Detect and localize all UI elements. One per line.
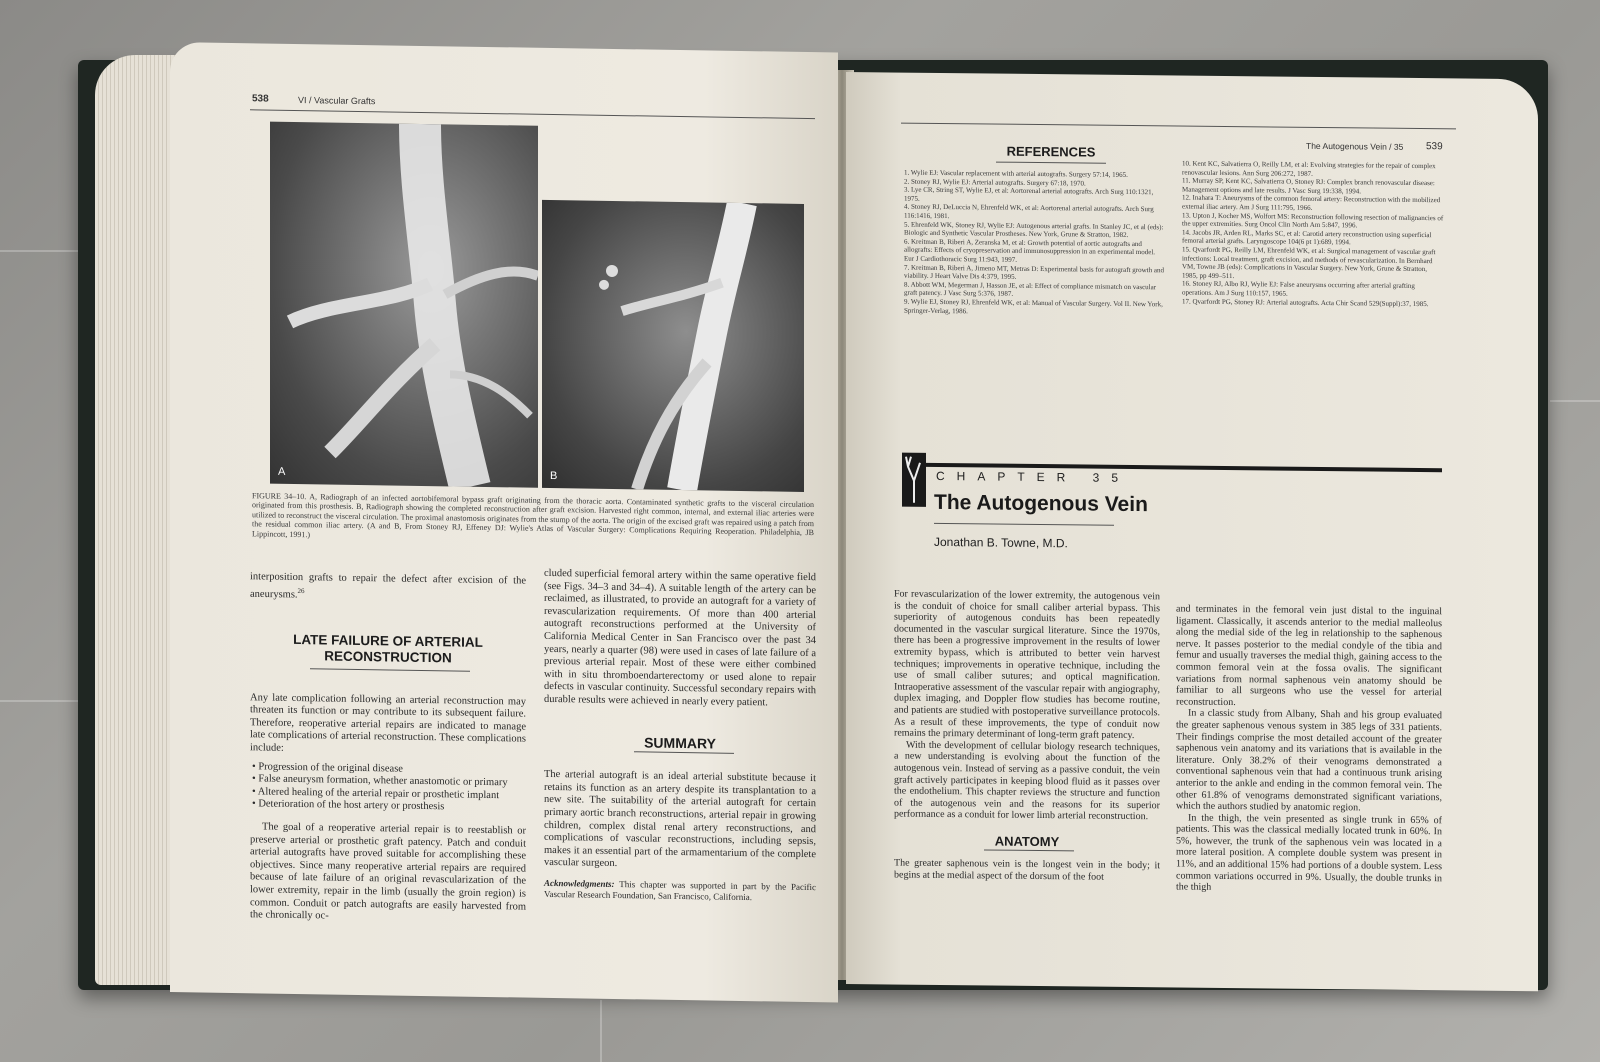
reference-item: 14. Jacobs JR, Arden RL, Marks SC, et al: Carotid artery reconstruction using superficial femoral arterial grafts. Laryngoscope 104(6 pt 1):689, 1994. — [1182, 228, 1432, 247]
chapter-label: CHAPTER 35 — [936, 468, 1131, 485]
references-title: REFERENCES — [1006, 143, 1096, 160]
list-item: • Altered healing of the arterial repair or prosthetic implant — [262, 786, 526, 803]
section-rule — [984, 850, 1074, 852]
reference-item: 3. Lye CR, String ST, Wylie EJ, et al: Aortorenal arterial autografts. Arch Surg 110:1321, 1975. — [904, 185, 1154, 203]
reference-item: 13. Upton J, Kocher MS, Wolfort MS: Reconstruction following resection of malignancies of the upper extremities. Surg Oncol Clin North Am 5:847, 1996. — [1182, 211, 1444, 230]
reference-item: 9. Wylie EJ, Stoney RJ, Ehrenfeld WK, et al: Manual of Vascular Surgery. Vol II. New York, Springer-Verlag, 1986. — [904, 297, 1163, 315]
reference-item: 6. Kreitman B, Riberi A, Zeranska M, et al: Growth potential of aortic autografts and allografts: Effects of cryopreservation and immunosuppression in an experimental model. Eur J Cardiothoracic Surg 11:943, 1997. — [904, 237, 1156, 264]
floor-tile-line — [0, 700, 80, 702]
figure-label-a: A — [278, 465, 286, 478]
reference-item: 5. Ehrenfeld WK, Stoney RJ, Wylie EJ: Autogenous arterial grafts. In Stanley JC, et al (eds): Biologic and Synthetic Vascular Prostheses. New York, Grune & Stratton, 1982. — [904, 220, 1164, 240]
autograft-paragraph: cluded superficial femoral artery within the same operative field (see Figs. 34–3 and 34–4). A suitable length of the artery can be reclaimed, as illustrated, to provide an autograft for a variety of revascularization requirements. Of more than 400 arterial autograft reconstructions performed at the University of California Medical Center in San Francisco over the past 34 years, nearly a quarter (98) were used in cases of late failure of a previous arterial repair. Most of these were either combined with in situ thromboendarterectomy or used alone to repair defects in vascular continuity. Successful secondary repairs with durable results were achieved in nearly every patient. — [544, 567, 816, 709]
biology-paragraph: With the development of cellular biology research techniques, a new understanding is evolving about the function of the autogenous vein. Instead of serving as a passive conduit, the vein graft actively participates in keeping blood fluid as it passes over the endothelium. This chapter reviews the structure and function of the autogenous vein and the reasons for its superior performance as a conduit for lower limb arterial reconstruction. — [894, 739, 1160, 823]
chapter-icon — [902, 453, 926, 507]
references-rule — [996, 162, 1106, 164]
section-title-anatomy: ANATOMY — [994, 833, 1060, 850]
header-rule — [901, 123, 1456, 130]
reference-item: 17. Qvarfordt PG, Stoney RJ: Arterial autografts. Acta Chir Scand 529(Suppl):37, 1985. — [1182, 297, 1429, 308]
reference-item: 10. Kent KC, Salvatierra O, Reilly LM, et al: Evolving strategies for the repair of complex renovascular lesions. Ann Surg 206:272, 1987. — [1182, 159, 1436, 178]
section-rule — [310, 668, 470, 672]
figure-caption: FIGURE 34–10. A, Radiograph of an infected aortobifemoral bypass graft originating from the thoracic aorta. Contaminated synthetic grafts to the visceral circulation originated from this prosthesis. B, Radiograph showing the completed reconstruction after graft excision. Harvested right common, internal, and external iliac arteries were utilized to reconstruct the visceral circulation. The proximal anastomosis originates from the stump of the aorta. The origin of the excised graft was repaired using a patch from the residual common iliac artery. (A and B, From Stoney RJ, Effeney DJ: Wylie's Atlas of Vascular Surgery: Complications Requiring Reoperation. Philadelphia, JB Lippincott, 1991.) — [252, 491, 814, 539]
reference-item: 2. Stoney RJ, Wylie EJ: Arterial autografts. Surgery 67:18, 1970. — [904, 177, 1086, 188]
reference-item: 12. Inahara T: Aneurysms of the common femoral artery: Reconstruction with the mobilized external iliac artery. Am J Surg 111:795, 1966. — [1182, 193, 1441, 212]
reference-item: 8. Abbott WM, Megerman J, Hasson JE, et al: Effect of compliance mismatch on vascular graft patency. J Vasc Surg 5:376, 1987. — [904, 280, 1157, 299]
running-head: VI / Vascular Grafts — [298, 95, 376, 107]
reference-item: 1. Wylie EJ: Vascular replacement with arterial autografts. Surgery 57:14, 1965. — [904, 168, 1128, 179]
section-title-summary: SUMMARY — [644, 733, 716, 752]
figure-label-b: B — [550, 469, 558, 483]
intro-paragraph — [250, 571, 526, 605]
title-rule — [934, 523, 1114, 526]
acknowledgments-label: Acknowledgments: — [544, 877, 615, 889]
anatomy-paragraph: The greater saphenous vein is the longest vein in the body; it begins at the medial aspect of the dorsum of the foot — [894, 857, 1160, 883]
radiograph-b-vessels — [542, 200, 804, 492]
reference-item: 15. Qvarfordt PG, Reilly LM, Ehrenfeld WK, et al: Surgical management of vascular graft infections: Local treatment, graft excision, and methods of revascularization. In Bernhard VM, Towne JB (eds): Complications in Vascular Surgery. New York, Grune & Stratton, 1985, pp 499–511. — [1182, 245, 1436, 280]
right-col1 — [894, 589, 1160, 884]
reference-item: 4. Stoney RJ, DeLuccia N, Ehrenfeld WK, et al: Aortorenal arterial autografts. Arch Surg 116:1416, 1981. — [904, 202, 1154, 221]
section-title-late-failure — [250, 631, 526, 667]
chapter-title: The Autogenous Vein — [934, 490, 1148, 517]
page-number: 539 — [1426, 141, 1443, 153]
right-col2 — [1176, 603, 1442, 896]
radiograph-a — [270, 122, 538, 488]
page-number: 538 — [252, 93, 269, 105]
complications-list — [250, 761, 526, 816]
intro-paragraph: For revascularization of the lower extremity, the autogenous vein is the conduit of choice for small caliber arterial bypass. This superiority of autogenous conduits has been repeatedly documented in the vascular surgical literature. Since the 1970s, there has been a progressive improvement in the results of lower extremity bypass, which is attributed to better vein harvest techniques; improvements in operative technique, including the use of small caliber sutures; and optical magnification. Intraoperative assessment of the vascular repair with angiography, duplex imaging, and Doppler flow studies has become routine, and patients are studied with postoperative surveillance protocols. As a result of these improvements, the type of conduit now remains the primary determinant of long-term graft patency. — [894, 588, 1160, 742]
acknowledgments-text: This chapter was supported in part by the Pacific Vascular Research Foundation, San Francisco, California. — [544, 878, 817, 903]
references-col1 — [904, 169, 1166, 318]
floor-tile-line — [600, 1000, 602, 1062]
albany-study-paragraph: In a classic study from Albany, Shah and his group evaluated the greater saphenous venous system in 385 legs of 331 patients. Their findings comprise the most detailed account of the greater saphenous vein anatomy and its variations that is available in the literature. Only 38.2% of their venograms demonstrated a conventional saphenous vein that had a continuous trunk arising anterior to the ankle and ending in the common femoral vein. The other 61.8% of venograms demonstrated significant variations, which the authors studied by anatomic region. — [1176, 707, 1442, 814]
running-head: The Autogenous Vein / 35 — [1306, 140, 1404, 152]
list-item: • Deterioration of the host artery or prosthesis — [262, 799, 526, 816]
intro-citation: 26 — [297, 586, 305, 595]
saphenous-paragraph: and terminates in the femoral vein just distal to the inguinal ligament. Classically, it ascends anterior to the medial malleolus along the medial side of the leg in relationship to the saphenous nerve. It passes posterior to the medial condyle of the tibia and femur and usually traverses the medial thigh, gaining access to the common femoral vein at the fossa ovalis. The significant variations from normal saphenous vein anatomy should be familiar to all surgeons who use the vessel for arterial reconstruction. — [1176, 603, 1442, 708]
references-col2 — [1182, 160, 1444, 309]
list-item: • False aneurysm formation, whether anastomotic or primary — [262, 774, 526, 791]
left-col1 — [250, 571, 526, 926]
vein-branch-icon — [902, 453, 926, 507]
goal-paragraph: The goal of a reoperative arterial repair is to reestablish or preserve arterial or prosthetic graft patency. Patch and conduit arterial autografts have proved suitable for accomplishing these objectives. Since many reoperative arterial repairs are required because of late failure of an original revascularization of the lower extremity, repair in the limb (usually the groin region) is common. Conduit or patch autografts are easily harvested from the chronically oc- — [250, 821, 526, 922]
header-rule — [250, 109, 815, 119]
reference-item: 7. Kreitman B, Riberi A, Jimeno MT, Metras D: Experimental basis for autograft growth and viability. J Heart Valve Dis 4:379, 1995. — [904, 263, 1164, 281]
right-page — [846, 72, 1538, 991]
list-item: • Progression of the original disease — [262, 761, 526, 778]
floor-tile-line — [0, 250, 80, 252]
late-failure-paragraph: Any late complication following an arterial reconstruction may threaten its function or may contribute to its subsequent failure. Therefore, reoperative arterial repairs are indicated to manage late complications of arterial reconstruction. These complications include: — [250, 691, 526, 754]
reference-item: 11. Murray SP, Kent KC, Salvatierra O, Stoney RJ: Complex branch renovascular disease: Management options and late results. J Vasc Surg 19:338, 1994. — [1182, 176, 1435, 196]
thigh-paragraph: In the thigh, the vein presented as single trunk in 65% of patients. This was the classical medially located trunk in 60%. In 5%, however, the trunk of the saphenous vein was located in a more lateral position. A complete double system was present in 11%, and an additional 15% had portions of a double system. Less common variations occurred in 9%. Usually, the double trunks in the thigh — [1176, 812, 1442, 894]
section-rule — [634, 751, 734, 754]
chapter-author: Jonathan B. Towne, M.D. — [934, 534, 1068, 551]
intro-text: interposition grafts to repair the defect after excision of the aneurysms. — [250, 571, 526, 601]
summary-paragraph: The arterial autograft is an ideal arterial substitute because it retains its function as an artery despite its transplantation to a new site. The suitability of the arterial autograft for certain primary aortic branch reconstructions, arterial repair in growing children, complex distal renal artery reconstructions, and complications of vascular reconstructions, including sepsis, makes it an essential part of the armamentarium of the complete vascular surgeon. — [544, 769, 816, 870]
section-title-line1: LATE FAILURE OF ARTERIAL — [293, 631, 483, 650]
left-col2 — [544, 568, 816, 904]
radiograph-b — [542, 200, 804, 492]
section-title-line2: RECONSTRUCTION — [324, 648, 452, 666]
floor-tile-line — [1550, 400, 1600, 402]
radiograph-a-vessels — [270, 122, 538, 488]
left-page — [170, 42, 838, 1002]
acknowledgments — [544, 878, 816, 904]
reference-item: 16. Stoney RJ, Albo RJ, Wylie EJ: False aneurysms occurring after arterial grafting operations. Am J Surg 110:157, 1965. — [1182, 279, 1415, 298]
